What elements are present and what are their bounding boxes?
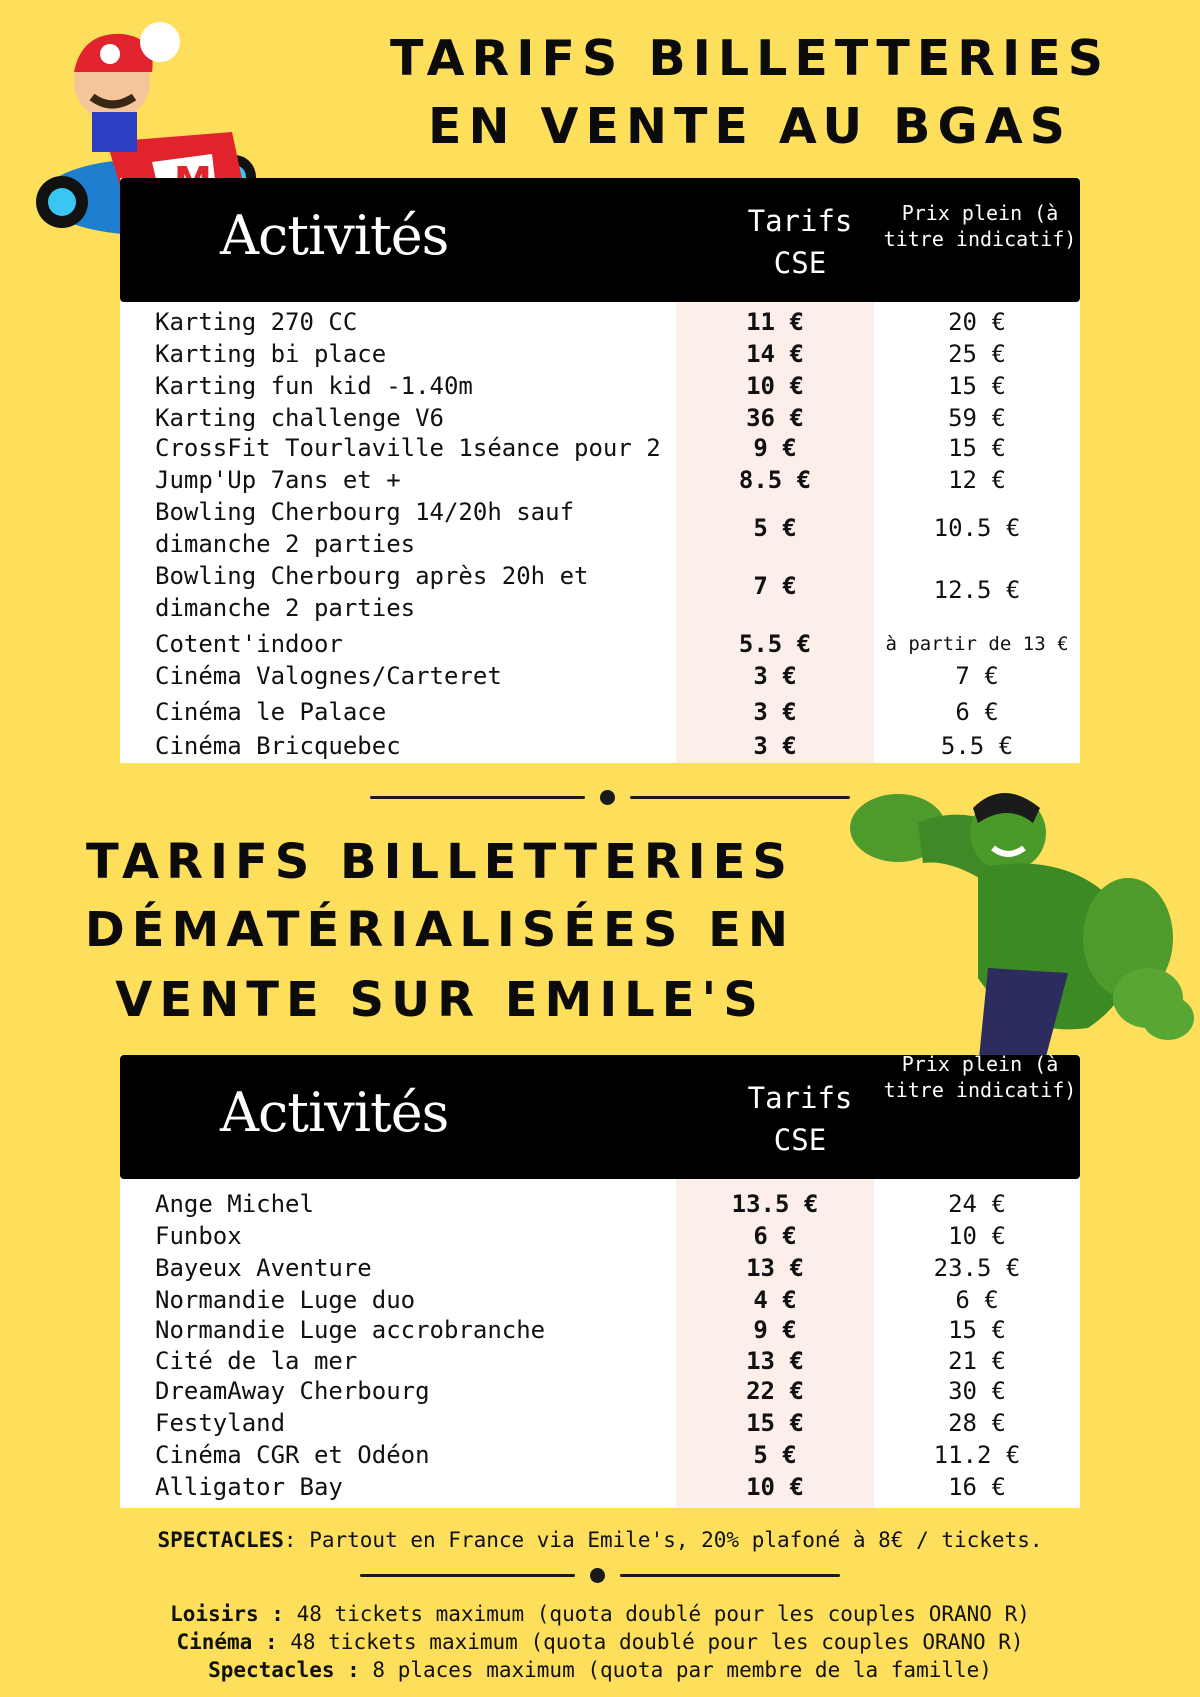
activity-name: Cinéma Bricquebec [155,732,401,760]
activity-name: Bowling Cherbourg 14/20h sauf dimanche 2 parties [155,498,575,558]
header-activities: Activités [220,1081,449,1144]
full-price: 15 € [948,434,1006,462]
activity-name: CrossFit Tourlaville 1séance pour 2 [155,434,661,462]
divider-dot [590,1568,605,1583]
cse-price: 3 € [753,732,797,760]
full-price: 10 € [948,1222,1006,1250]
hulk-illustration [828,768,1198,1078]
cse-price: 36 € [746,404,804,432]
activity-name: DreamAway Cherbourg [155,1377,430,1405]
section-divider [360,1568,840,1582]
spectacles-quota [0,1656,1200,1684]
header-activities: Activités [220,204,449,267]
full-price: à partir de 13 € [885,633,1069,655]
full-price: 16 € [948,1473,1006,1501]
title-bgas-line2: EN VENTE AU BGAS [428,98,1072,155]
bgas-price-table [120,178,1080,763]
full-price: 30 € [948,1377,1006,1405]
cinema-text: 48 tickets maximum (quota doublé pour les couples ORANO R) [277,1630,1024,1654]
title-emiles-line3: VENTE SUR EMILE'S [115,972,765,1028]
activity-name: Bowling Cherbourg après 20h et dimanche 2 parties [155,562,589,622]
activity-name: Cinéma le Palace [155,698,387,726]
activity-name: Normandie Luge accrobranche [155,1316,546,1344]
loisirs-text: 48 tickets maximum (quota doublé pour les couples ORANO R) [283,1602,1030,1626]
full-price: 59 € [948,404,1006,432]
activity-name: Cotent'indoor [155,630,343,658]
divider-line-left [360,1574,575,1577]
cse-price: 7 € [753,572,797,600]
cinema-label: Cinéma : [176,1630,278,1654]
activity-name: Funbox [155,1222,242,1250]
cse-price: 11 € [746,308,804,336]
activity-name: Cinéma Valognes/Carteret [155,662,502,690]
cse-price: 3 € [753,662,797,690]
spectacles-text: : Partout en France via Emile's, 20% plafoné à 8€ / tickets. [283,1528,1043,1552]
full-price: 5.5 € [940,732,1014,760]
full-price: 7 € [955,662,999,690]
bgas-table-header [120,178,1080,302]
cse-price: 6 € [753,1222,797,1250]
activity-name: Karting 270 CC [155,308,358,336]
title-emiles-line1: TARIFS BILLETTERIES [85,834,794,890]
cse-price: 13 € [746,1254,804,1282]
activity-name: Karting challenge V6 [155,404,444,432]
activity-name: Karting bi place [155,340,387,368]
full-price: 20 € [948,308,1006,336]
cse-price: 13.5 € [731,1190,819,1218]
full-price: 11.2 € [933,1441,1021,1469]
header-full-price: Prix plein (à titre indicatif) [883,201,1077,251]
full-price: 10.5 € [933,514,1021,542]
cse-price: 14 € [746,340,804,368]
activity-name: Bayeux Aventure [155,1254,372,1282]
header-full-price: Prix plein (à titre indicatif) [883,1052,1077,1102]
activity-name: Jump'Up 7ans et + [155,466,401,494]
activity-name: Festyland [155,1409,286,1437]
full-price: 15 € [948,1316,1006,1344]
header-cse: Tarifs CSE [747,1081,853,1157]
activity-name: Karting fun kid -1.40m [155,372,473,400]
spectacles-quota-text: 8 places maximum (quota par membre de la famille) [359,1658,992,1682]
divider-line-left [370,796,585,799]
cse-price: 13 € [746,1347,804,1375]
header-cse: Tarifs CSE [747,204,853,280]
full-price: 28 € [948,1409,1006,1437]
divider-line-right [630,796,850,799]
full-price: 23.5 € [933,1254,1021,1282]
title-bgas-line1: TARIFS BILLETTERIES [390,30,1110,87]
section-divider [370,790,850,804]
spectacles-note [0,1526,1200,1554]
spectacles-quota-label: Spectacles : [208,1658,360,1682]
emiles-table-header [120,1052,1080,1179]
full-price: 6 € [955,1286,999,1314]
cse-price: 8.5 € [738,466,812,494]
title-emiles-line2: DÉMATÉRIALISÉES EN [84,902,796,958]
activity-name: Cité de la mer [155,1347,358,1375]
activity-name: Cinéma CGR et Odéon [155,1441,430,1469]
cse-price: 3 € [753,698,797,726]
activity-name: Ange Michel [155,1190,314,1218]
divider-line-right [620,1574,840,1577]
cse-price: 22 € [746,1377,804,1405]
full-price: 12 € [948,466,1006,494]
full-price: 6 € [955,698,999,726]
cse-price: 15 € [746,1409,804,1437]
cse-price: 5 € [753,1441,797,1469]
loisirs-label: Loisirs : [170,1602,284,1626]
divider-dot [600,790,615,805]
full-price: 25 € [948,340,1006,368]
activity-name: Normandie Luge duo [155,1286,416,1314]
cinema-quota [0,1628,1200,1656]
loisirs-quota [0,1600,1200,1628]
full-price: 12.5 € [933,576,1021,604]
cse-price: 4 € [753,1286,797,1314]
cse-price: 9 € [753,434,797,462]
cse-price: 9 € [753,1316,797,1344]
emiles-price-table [120,1052,1080,1508]
full-price: 21 € [948,1347,1006,1375]
full-price: 24 € [948,1190,1006,1218]
spectacles-label: SPECTACLES [157,1528,284,1552]
cse-price: 10 € [746,1473,804,1501]
activity-name: Alligator Bay [155,1473,343,1501]
full-price: 15 € [948,372,1006,400]
cse-price: 5 € [753,514,797,542]
cse-price: 10 € [746,372,804,400]
cse-price: 5.5 € [738,630,812,658]
